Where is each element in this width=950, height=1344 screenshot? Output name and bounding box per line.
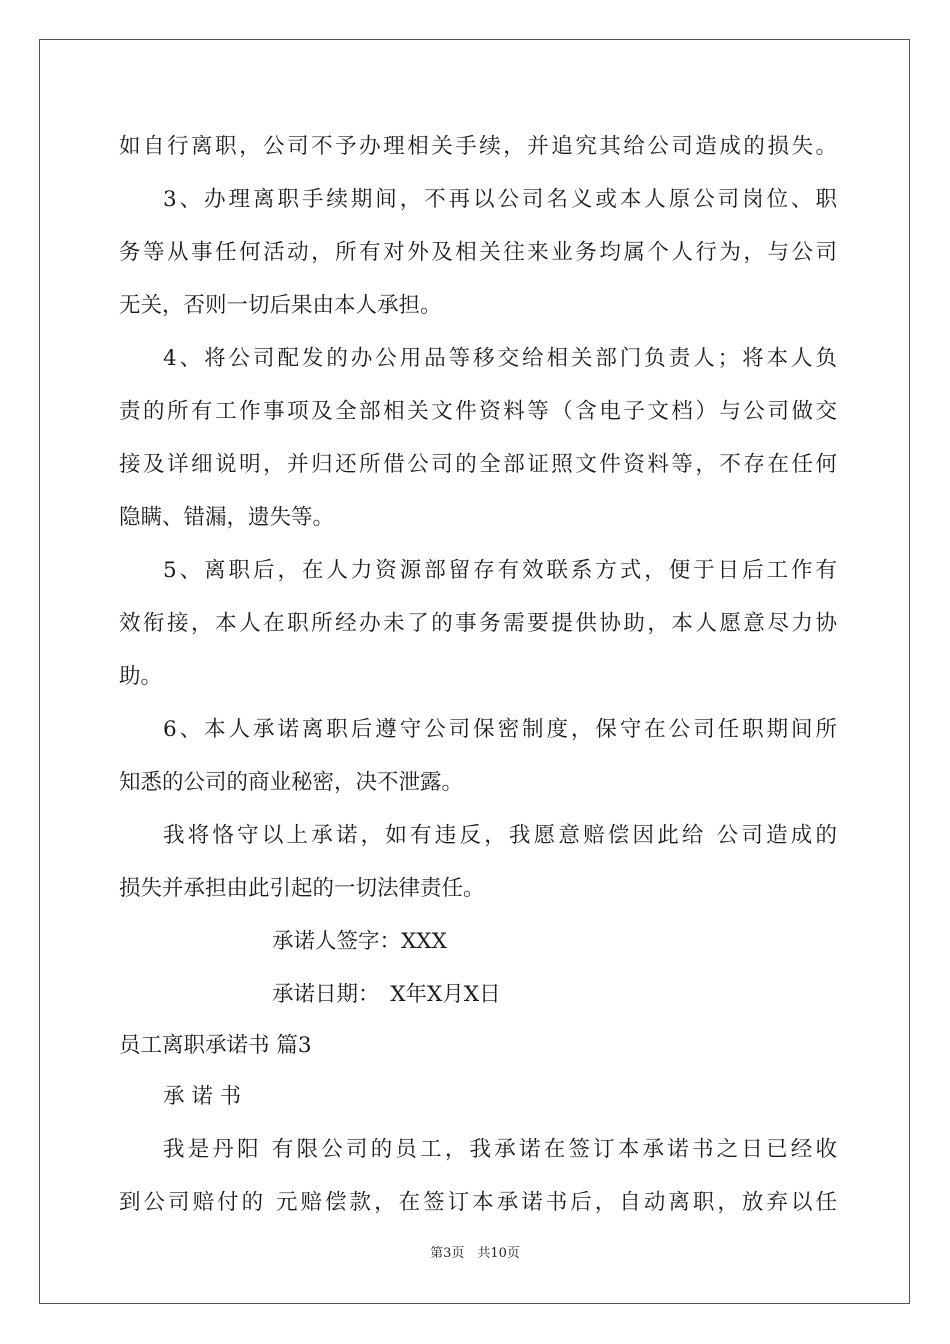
text-line: 6、本人承诺离职后遵守公司保密制度，保守在公司任职期间所: [163, 717, 837, 742]
text-line: 责的所有工作事项及全部相关文件资料等（含电子文档）与公司做交: [119, 399, 837, 424]
text-line: 损失并承担由此引起的一切法律责任。: [119, 876, 485, 901]
text-line: 务等从事任何活动，所有对外及相关往来业务均属个人行为，与公司: [119, 240, 837, 265]
text-line: 4、将公司配发的办公用品等移交给相关部门负责人；将本人负: [163, 346, 837, 371]
text-line: 助。: [119, 664, 163, 689]
section-heading: 员工离职承诺书 篇3: [119, 1033, 312, 1058]
text-line: 3、办理离职手续期间，不再以公司名义或本人原公司岗位、职: [163, 187, 837, 212]
page-border: [39, 39, 910, 1304]
signer-line: 承诺人签字：XXX: [272, 929, 447, 954]
text-line: 效衔接，本人在职所经办未了的事务需要提供协助，本人愿意尽力协: [119, 611, 837, 636]
text-line: 接及详细说明，并归还所借公司的全部证照文件资料等，不存在任何: [119, 452, 837, 477]
page-footer: 第3页 共10页: [430, 1246, 520, 1261]
text-line: 隐瞒、错漏，遗失等。: [119, 505, 335, 530]
text-line: 我是丹阳 有限公司的员工，我承诺在签订本承诺书之日已经收: [163, 1137, 837, 1162]
text-line: 到公司赔付的 元赔偿款，在签订本承诺书后，自动离职，放弃以任: [119, 1190, 837, 1215]
text-line: 无关，否则一切后果由本人承担。: [119, 293, 442, 318]
date-line: 承诺日期： X年X月X日: [272, 982, 501, 1007]
text-line: 知悉的公司的商业秘密，决不泄露。: [119, 770, 464, 795]
text-line: 如自行离职，公司不予办理相关手续，并追究其给公司造成的损失。: [119, 134, 837, 159]
doc-title: 承 诺 书: [163, 1084, 242, 1109]
text-line: 5、离职后，在人力资源部留存有效联系方式，便于日后工作有: [163, 558, 837, 583]
text-line: 我将恪守以上承诺，如有违反，我愿意赔偿因此给 公司造成的: [163, 823, 837, 848]
